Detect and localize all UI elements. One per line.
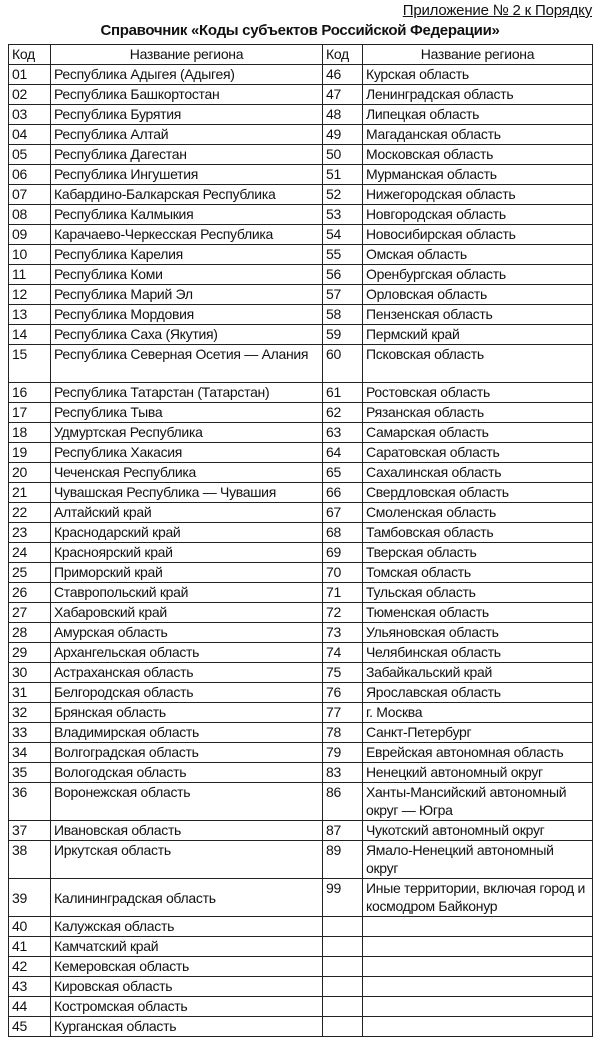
region-name-left: Архангельская область [51,643,323,663]
table-row [9,977,593,997]
region-name-right: Забайкальский край [363,663,593,683]
region-name-left: Республика Алтай [51,125,323,145]
appendix-note: Приложение № 2 к Порядку [402,2,592,19]
region-name-right: Курская область [363,65,593,85]
region-name-left: Республика Карелия [51,245,323,265]
region-name-left: Республика Адыгея (Адыгея) [51,65,323,85]
region-code-right [323,1017,363,1037]
region-code-left: 06 [9,165,51,185]
header-code-right: Код [323,45,363,65]
table-row [9,205,593,225]
table-row [9,543,593,563]
region-name-left: Республика Северная Осетия — Алания [51,345,323,383]
region-name-right: Мурманская область [363,165,593,185]
table-body [9,65,593,1037]
table-header-row [9,45,593,65]
region-name-right: Санкт-Петербург [363,723,593,743]
region-code-left: 13 [9,305,51,325]
table-row [9,105,593,125]
region-name-right: Новгородская область [363,205,593,225]
region-code-left: 27 [9,603,51,623]
region-code-left: 03 [9,105,51,125]
region-code-left: 04 [9,125,51,145]
region-name-right: Томская область [363,563,593,583]
region-code-left: 35 [9,763,51,783]
region-code-left: 22 [9,503,51,523]
region-code-left: 10 [9,245,51,265]
table-row [9,623,593,643]
region-name-right: Ленинградская область [363,85,593,105]
region-code-left: 33 [9,723,51,743]
region-code-right: 69 [323,543,363,563]
table-row [9,643,593,663]
region-code-right: 62 [323,403,363,423]
region-code-left: 43 [9,977,51,997]
region-name-left: Брянская область [51,703,323,723]
region-code-left: 37 [9,821,51,841]
region-name-right: Ульяновская область [363,623,593,643]
region-code-left: 14 [9,325,51,345]
region-name-left: Краснодарский край [51,523,323,543]
region-name-right: Псковская область [363,345,593,383]
region-name-right: Чукотский автономный округ [363,821,593,841]
header-name-right: Название региона [363,45,593,65]
region-name-right: Нижегородская область [363,185,593,205]
region-code-left: 05 [9,145,51,165]
region-code-left: 20 [9,463,51,483]
region-code-right: 54 [323,225,363,245]
region-name-right: Ненецкий автономный округ [363,763,593,783]
region-name-left: Республика Башкортостан [51,85,323,105]
region-name-left: Курганская область [51,1017,323,1037]
region-code-right: 99 [323,879,363,917]
region-code-left: 30 [9,663,51,683]
region-code-left: 39 [9,879,51,917]
region-code-left: 36 [9,783,51,821]
region-code-left: 21 [9,483,51,503]
region-code-right [323,977,363,997]
region-name-right: Челябинская область [363,643,593,663]
table-row [9,563,593,583]
region-name-left: Белгородская область [51,683,323,703]
region-code-left: 34 [9,743,51,763]
region-code-right: 89 [323,841,363,879]
region-code-right: 78 [323,723,363,743]
region-name-right: Оренбургская область [363,265,593,285]
table-row [9,165,593,185]
region-code-left: 29 [9,643,51,663]
region-code-right: 61 [323,383,363,403]
region-code-left: 26 [9,583,51,603]
table-row [9,743,593,763]
region-code-right: 63 [323,423,363,443]
table-row [9,997,593,1017]
region-name-left: Республика Бурятия [51,105,323,125]
region-code-left: 31 [9,683,51,703]
region-code-right: 83 [323,763,363,783]
table-row [9,145,593,165]
region-code-right: 53 [323,205,363,225]
table-row [9,879,593,917]
table-row [9,463,593,483]
table-row [9,723,593,743]
table-row [9,603,593,623]
region-code-left: 15 [9,345,51,383]
region-code-right: 58 [323,305,363,325]
table-row [9,917,593,937]
table-row [9,285,593,305]
region-code-right: 46 [323,65,363,85]
table-row [9,403,593,423]
region-code-left: 02 [9,85,51,105]
region-name-right: Рязанская область [363,403,593,423]
region-name-right: Тюменская область [363,603,593,623]
table-row [9,503,593,523]
region-code-left: 38 [9,841,51,879]
table-row [9,763,593,783]
region-name-left: Владимирская область [51,723,323,743]
table-row [9,957,593,977]
table-row [9,483,593,503]
region-name-right [363,957,593,977]
region-name-right [363,997,593,1017]
region-name-right: Иные территории, включая город и космодром Байконур [363,879,593,917]
region-code-right: 86 [323,783,363,821]
table-row [9,225,593,245]
region-name-right: Самарская область [363,423,593,443]
region-name-left: Республика Мордовия [51,305,323,325]
region-name-right [363,917,593,937]
region-name-right: Пермский край [363,325,593,345]
region-code-left: 28 [9,623,51,643]
region-name-right: Московская область [363,145,593,165]
region-code-right: 67 [323,503,363,523]
region-code-right: 55 [323,245,363,265]
region-code-right: 52 [323,185,363,205]
region-name-left: Республика Хакасия [51,443,323,463]
region-name-right: Тамбовская область [363,523,593,543]
table-row [9,443,593,463]
region-code-right: 72 [323,603,363,623]
table-row [9,185,593,205]
header-code-left: Код [9,45,51,65]
table-row [9,937,593,957]
table-row [9,841,593,879]
region-name-left: Республика Татарстан (Татарстан) [51,383,323,403]
region-name-right: Смоленская область [363,503,593,523]
region-code-left: 32 [9,703,51,723]
table-row [9,65,593,85]
region-name-left: Красноярский край [51,543,323,563]
region-code-right: 47 [323,85,363,105]
region-code-right: 56 [323,265,363,285]
region-name-left: Республика Ингушетия [51,165,323,185]
table-row [9,265,593,285]
table-row [9,783,593,821]
region-code-right: 60 [323,345,363,383]
region-name-right [363,1017,593,1037]
table-row [9,583,593,603]
table-row [9,423,593,443]
table-row [9,523,593,543]
region-name-right: Ханты-Мансийский автономный округ — Югра [363,783,593,821]
region-name-left: Калужская область [51,917,323,937]
region-code-right: 59 [323,325,363,345]
region-name-left: Удмуртская Республика [51,423,323,443]
region-code-right [323,997,363,1017]
table-row [9,125,593,145]
region-name-right: Магаданская область [363,125,593,145]
region-code-right: 51 [323,165,363,185]
table-row [9,85,593,105]
region-code-right: 65 [323,463,363,483]
region-code-right: 64 [323,443,363,463]
region-code-left: 17 [9,403,51,423]
region-name-left: Карачаево-Черкесская Республика [51,225,323,245]
region-name-left: Кабардино-Балкарская Республика [51,185,323,205]
region-code-right: 79 [323,743,363,763]
region-code-left: 45 [9,1017,51,1037]
table-row [9,1017,593,1037]
region-name-left: Республика Тыва [51,403,323,423]
table-row [9,383,593,403]
region-name-left: Амурская область [51,623,323,643]
region-name-right [363,937,593,957]
table-row [9,305,593,325]
region-code-left: 16 [9,383,51,403]
region-name-left: Республика Дагестан [51,145,323,165]
region-code-left: 18 [9,423,51,443]
region-name-left: Воронежская область [51,783,323,821]
region-name-left: Чувашская Республика — Чувашия [51,483,323,503]
region-name-right: Ямало-Ненецкий автономный округ [363,841,593,879]
region-code-left: 41 [9,937,51,957]
region-name-left: Чеченская Республика [51,463,323,483]
region-code-left: 40 [9,917,51,937]
region-code-left: 19 [9,443,51,463]
region-name-right: г. Москва [363,703,593,723]
region-code-right [323,937,363,957]
region-name-left: Ставропольский край [51,583,323,603]
document-title: Справочник «Коды субъектов Российской Федерации» [100,22,500,39]
table-row [9,703,593,723]
region-code-left: 01 [9,65,51,85]
region-code-right: 75 [323,663,363,683]
region-name-right: Свердловская область [363,483,593,503]
region-name-right: Тверская область [363,543,593,563]
region-name-left: Приморский край [51,563,323,583]
region-code-right: 50 [323,145,363,165]
region-code-right: 68 [323,523,363,543]
region-name-left: Калининградская область [51,879,323,917]
region-code-right: 48 [323,105,363,125]
region-name-left: Республика Марий Эл [51,285,323,305]
region-name-left: Хабаровский край [51,603,323,623]
region-name-right: Новосибирская область [363,225,593,245]
header-name-left: Название региона [51,45,323,65]
region-code-left: 11 [9,265,51,285]
region-code-right: 57 [323,285,363,305]
region-code-right: 71 [323,583,363,603]
region-name-right: Еврейская автономная область [363,743,593,763]
table-row [9,345,593,383]
region-name-left: Иркутская область [51,841,323,879]
region-code-left: 08 [9,205,51,225]
region-name-right [363,977,593,997]
region-code-right [323,917,363,937]
table-row [9,245,593,265]
region-name-left: Волгоградская область [51,743,323,763]
table-row [9,663,593,683]
region-name-left: Камчатский край [51,937,323,957]
region-code-right: 87 [323,821,363,841]
region-code-right: 76 [323,683,363,703]
region-name-left: Алтайский край [51,503,323,523]
region-name-right: Орловская область [363,285,593,305]
region-name-right: Омская область [363,245,593,265]
region-name-right: Ростовская область [363,383,593,403]
table-row [9,683,593,703]
region-name-left: Костромская область [51,997,323,1017]
region-name-right: Липецкая область [363,105,593,125]
region-name-right: Ярославская область [363,683,593,703]
region-name-right: Сахалинская область [363,463,593,483]
region-code-left: 25 [9,563,51,583]
region-name-right: Тульская область [363,583,593,603]
region-name-left: Астраханская область [51,663,323,683]
region-name-left: Республика Саха (Якутия) [51,325,323,345]
region-code-right: 73 [323,623,363,643]
region-code-left: 12 [9,285,51,305]
table-row [9,821,593,841]
region-code-left: 24 [9,543,51,563]
region-code-right [323,957,363,977]
region-codes-table [8,44,593,1037]
region-name-right: Пензенская область [363,305,593,325]
region-code-right: 70 [323,563,363,583]
region-code-right: 77 [323,703,363,723]
region-code-right: 49 [323,125,363,145]
region-name-right: Саратовская область [363,443,593,463]
region-name-left: Кировская область [51,977,323,997]
table-row [9,325,593,345]
region-code-right: 66 [323,483,363,503]
region-name-left: Республика Калмыкия [51,205,323,225]
region-code-left: 09 [9,225,51,245]
region-code-left: 44 [9,997,51,1017]
region-code-left: 07 [9,185,51,205]
region-name-left: Кемеровская область [51,957,323,977]
region-name-left: Ивановская область [51,821,323,841]
region-code-left: 42 [9,957,51,977]
region-code-right: 74 [323,643,363,663]
region-name-left: Вологодская область [51,763,323,783]
region-code-left: 23 [9,523,51,543]
region-name-left: Республика Коми [51,265,323,285]
